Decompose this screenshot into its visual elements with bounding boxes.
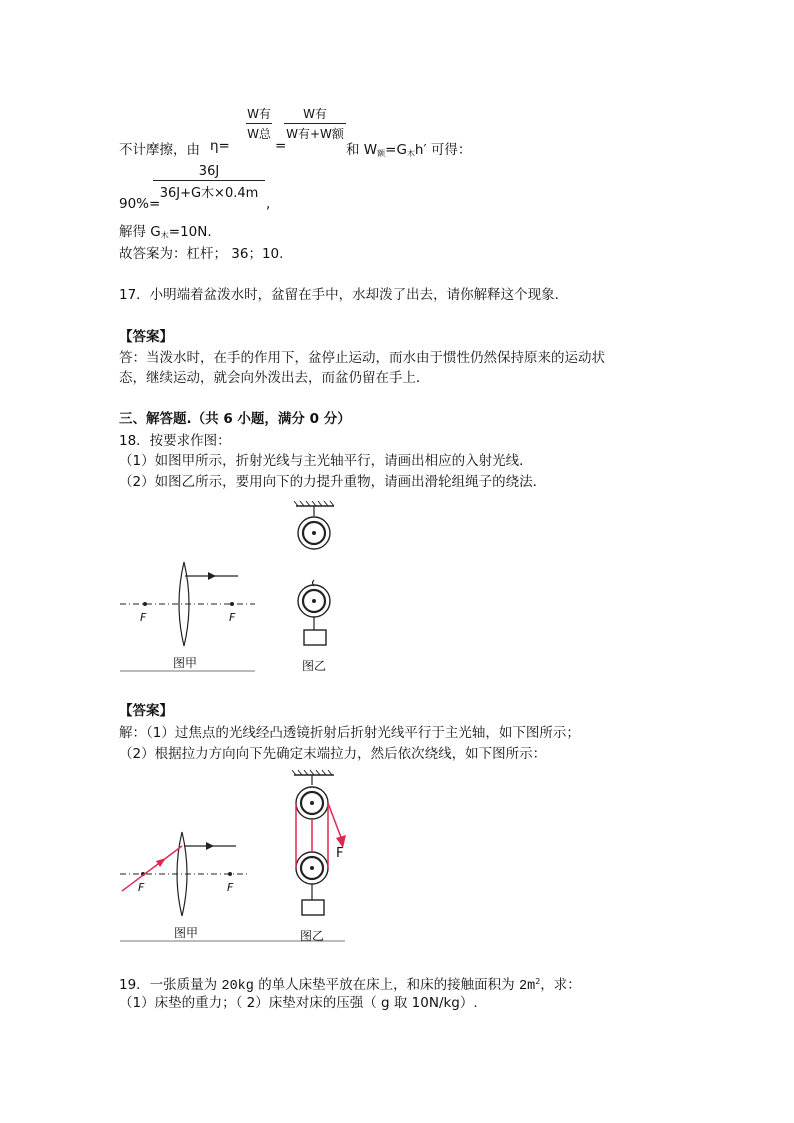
movable-pulley-axle bbox=[312, 599, 316, 603]
ray-arrow-icon bbox=[208, 572, 216, 580]
focus-point-left bbox=[143, 602, 147, 606]
force-label: F bbox=[336, 846, 344, 861]
figure-b-pulley bbox=[294, 501, 334, 645]
answer-line: （2）根据拉力方向向下先确定末端拉力，然后依次绕线，如下图所示： bbox=[119, 746, 547, 762]
figure-a-caption: 图甲 bbox=[174, 926, 199, 940]
question-part-1: （1）如图甲所示，折射光线与主光轴平行，请画出相应的入射光线． bbox=[119, 453, 533, 469]
fixed-pulley-axle bbox=[310, 801, 314, 805]
focus-label: F bbox=[140, 611, 147, 624]
focus-point-right bbox=[228, 872, 232, 876]
fraction-denominator: W总 bbox=[247, 127, 271, 141]
answer-heading: 【答案】 bbox=[119, 329, 173, 345]
figure-b-caption: 图乙 bbox=[302, 659, 327, 673]
calc-comma: , bbox=[266, 196, 271, 212]
question-line: 19．一张质量为 20kg 的单人床垫平放在床上，和床的接触面积为 $2m^2$，求： bbox=[119, 977, 581, 994]
answer-figure-b bbox=[292, 770, 346, 915]
pull-rope bbox=[328, 803, 342, 840]
focus-point-right bbox=[230, 602, 234, 606]
question-line: （1）床垫的重力；（ 2）床垫对床的压强（ g 取 10N/kg）. bbox=[119, 995, 478, 1011]
focus-label: F bbox=[229, 611, 236, 624]
equals-sign: = bbox=[275, 138, 287, 154]
movable-pulley-axle bbox=[310, 866, 314, 870]
question-text: 17．小明端着盆泼水时，盆留在手中，水却泼了出去，请你解释这个现象． bbox=[119, 287, 569, 303]
calc-lhs: 90%= bbox=[119, 196, 161, 212]
incident-ray-arrow-icon bbox=[156, 858, 166, 867]
fixed-pulley-axle bbox=[312, 531, 316, 535]
weight-block bbox=[302, 900, 324, 915]
answer-heading: 【答案】 bbox=[119, 703, 173, 719]
focus-label: F bbox=[227, 881, 234, 894]
answer-line: 解：（1）过焦点的光线经凸透镜折射后折射光线平行于主光轴，如下图所示； bbox=[119, 725, 580, 741]
incident-ray bbox=[122, 846, 182, 891]
answer-summary: 故答案为：杠杆； 36；10. bbox=[119, 246, 284, 262]
section-heading: 三、解答题.（共 6 小题，满分 0 分） bbox=[119, 411, 351, 427]
figure-b-caption: 图乙 bbox=[300, 929, 325, 943]
eta-symbol: η= bbox=[210, 138, 230, 154]
figure-a-caption: 图甲 bbox=[173, 656, 198, 670]
fraction-denominator: 36J+G木×0.4m bbox=[159, 186, 259, 201]
answer-line: 答：当泼水时，在手的作用下，盆停止运动，而水由于惯性仍然保持原来的运动状 bbox=[119, 350, 605, 366]
fraction-denominator: W有+W额 bbox=[286, 127, 344, 141]
extra-work-text: 和 $W_额=G_木h'$ 可得： bbox=[346, 142, 472, 158]
formula-prefix: 不计摩擦，由 bbox=[119, 142, 200, 158]
question-part-2: （2）如图乙所示，要用向下的力提升重物，请画出滑轮组绳子的绕法． bbox=[119, 474, 547, 490]
answer-line: 态，继续运动，就会向外泼出去，而盆仍留在手上． bbox=[119, 370, 430, 386]
fraction-numerator: 36J bbox=[198, 164, 220, 179]
solve-line: 解得 $G_木=10N$. bbox=[119, 224, 212, 240]
question-text: 18．按要求作图： bbox=[119, 433, 231, 449]
ray-arrow-icon bbox=[206, 842, 214, 850]
fraction-numerator: W有 bbox=[303, 107, 327, 121]
weight-block bbox=[304, 630, 326, 645]
focus-label: F bbox=[138, 881, 145, 894]
fraction-numerator: W有 bbox=[247, 107, 271, 121]
